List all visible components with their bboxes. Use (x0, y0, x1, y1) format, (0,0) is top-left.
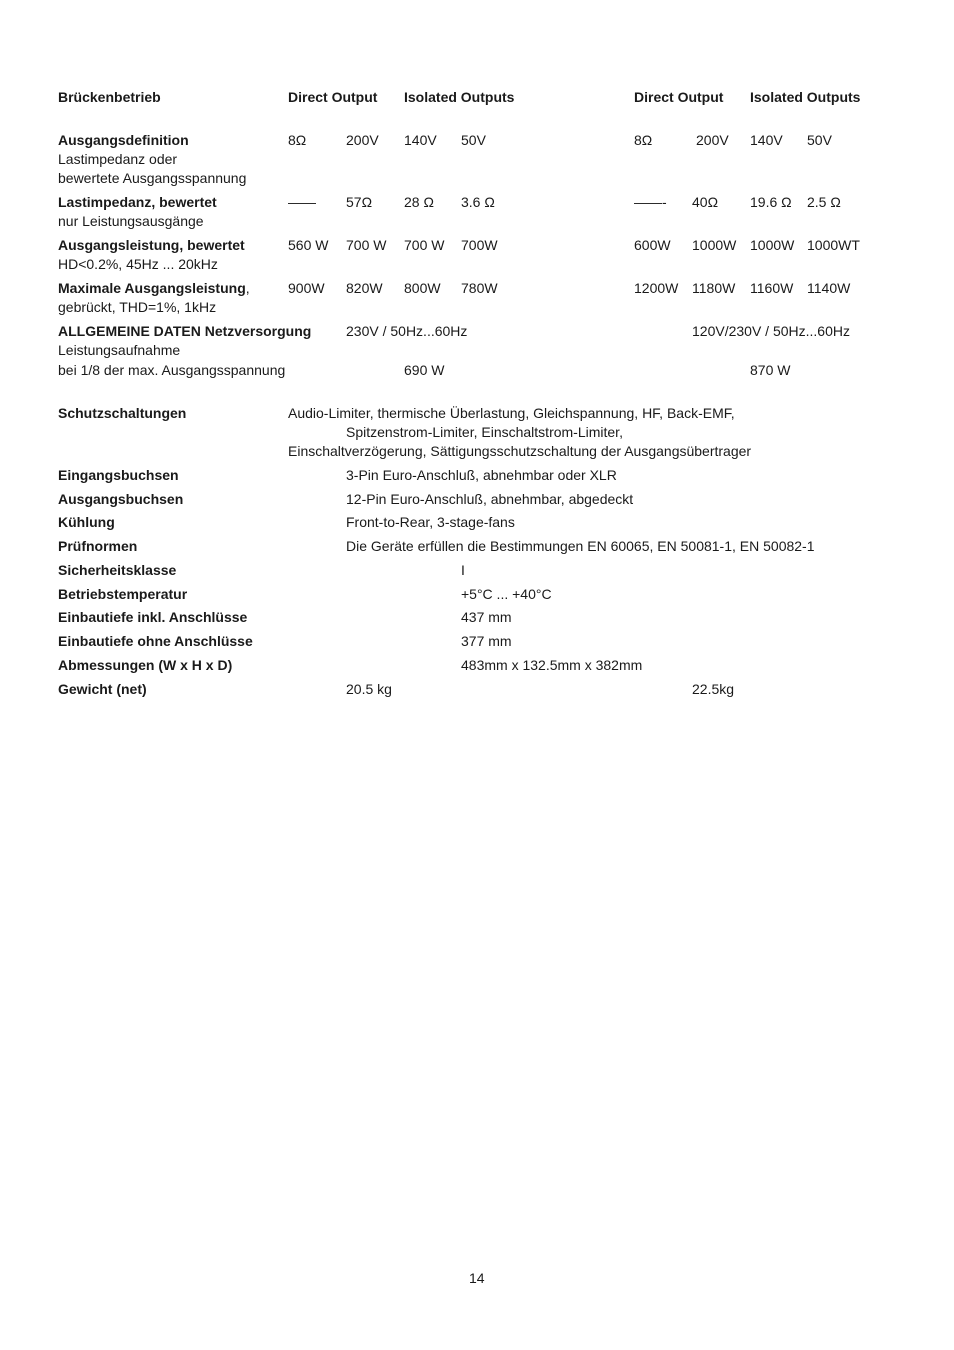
max-output-power-title: Maximale Ausgangsleistung (58, 280, 246, 296)
output-power-value: 700 W (404, 237, 445, 253)
max-output-power-sub: gebrückt, THD=1%, 1kHz (58, 299, 217, 315)
general-data-title: ALLGEMEINE DATEN Netzversorgung (58, 323, 312, 339)
mains-supply-value-2: 120V/230V / 50Hz...60Hz (692, 323, 850, 339)
output-definition-sub1: Lastimpedanz oder (58, 151, 178, 167)
max-output-power-value: 800W (404, 280, 441, 296)
spec-label: Einbautiefe ohne Anschlüsse (58, 633, 253, 649)
output-definition-value: 50V (461, 132, 486, 148)
output-definition-value: 140V (750, 132, 783, 148)
page-number: 14 (469, 1270, 485, 1286)
spec-label: Sicherheitsklasse (58, 562, 177, 578)
max-output-power-comma: , (245, 280, 250, 296)
output-definition-value: 140V (404, 132, 437, 148)
output-definition-value: 200V (696, 132, 729, 148)
output-definition-value: 8Ω (288, 132, 307, 148)
output-definition-title: Ausgangsdefinition (58, 132, 189, 148)
output-power-value: 700W (461, 237, 498, 253)
spec-label: Einbautiefe inkl. Anschlüsse (58, 609, 248, 625)
load-impedance-value: —— (288, 194, 316, 210)
spec-label: Betriebstemperatur (58, 586, 188, 602)
load-impedance-value: 3.6 Ω (461, 194, 495, 210)
output-power-value: 700 W (346, 237, 387, 253)
max-output-power-value: 820W (346, 280, 383, 296)
load-impedance-sub: nur Leistungsausgänge (58, 213, 204, 229)
spec-label: Ausgangsbuchsen (58, 491, 184, 507)
spec-value: 483mm x 132.5mm x 382mm (461, 657, 643, 673)
weight-value-2: 22.5kg (692, 681, 735, 697)
weight-label: Gewicht (net) (58, 681, 147, 697)
power-consumption-value-1: 690 W (404, 362, 445, 378)
bridge-mode-label: Brückenbetrieb (58, 89, 161, 105)
spec-value: 377 mm (461, 633, 512, 649)
protection-circuits-line2: Spitzenstrom-Limiter, Einschaltstrom-Limiter, (346, 424, 623, 440)
max-output-power-title-wrap (58, 280, 250, 296)
spec-label: Kühlung (58, 514, 115, 530)
load-impedance-value: 28 Ω (404, 194, 434, 210)
col-header-direct-output-1: Direct Output (288, 89, 378, 105)
weight-value-1: 20.5 kg (346, 681, 392, 697)
load-impedance-value: 40Ω (692, 194, 719, 210)
spec-label: Abmessungen (W x H x D) (58, 657, 233, 673)
output-power-sub: HD<0.2%, 45Hz ... 20kHz (58, 256, 218, 272)
spec-value: Die Geräte erfüllen die Bestimmungen EN 60065, EN 50081-1, EN 50082-1 (346, 538, 815, 554)
output-power-value: 560 W (288, 237, 329, 253)
spec-value: +5°C ... +40°C (461, 586, 552, 602)
spec-value: 3-Pin Euro-Anschluß, abnehmbar oder XLR (346, 467, 617, 483)
output-power-title: Ausgangsleistung, bewertet (58, 237, 245, 253)
output-definition-sub2: bewertete Ausgangsspannung (58, 170, 247, 186)
spec-value: Front-to-Rear, 3-stage-fans (346, 514, 515, 530)
max-output-power-value: 1140W (807, 280, 851, 296)
col-header-direct-output-2: Direct Output (634, 89, 724, 105)
protection-circuits-line1: Audio-Limiter, thermische Überlastung, Gleichspannung, HF, Back-EMF, (288, 405, 735, 421)
spec-label: Eingangsbuchsen (58, 467, 179, 483)
max-output-power-value: 1180W (692, 280, 736, 296)
max-output-power-value: 780W (461, 280, 498, 296)
load-impedance-value: 19.6 Ω (750, 194, 792, 210)
power-consumption-condition: bei 1/8 der max. Ausgangsspannung (58, 362, 286, 378)
load-impedance-value: 2.5 Ω (807, 194, 841, 210)
max-output-power-value: 1200W (634, 280, 679, 296)
output-definition-value: 200V (346, 132, 379, 148)
output-definition-value: 50V (807, 132, 832, 148)
spec-value: 12-Pin Euro-Anschluß, abnehmbar, abgedeckt (346, 491, 634, 507)
output-power-value: 1000WT (807, 237, 860, 253)
output-power-value: 1000W (750, 237, 795, 253)
output-power-value: 1000W (692, 237, 737, 253)
col-header-isolated-outputs-2: Isolated Outputs (750, 89, 861, 105)
spec-value: 437 mm (461, 609, 512, 625)
max-output-power-value: 900W (288, 280, 325, 296)
spec-label: Prüfnormen (58, 538, 138, 554)
output-definition-value: 8Ω (634, 132, 653, 148)
load-impedance-value: ——- (634, 194, 667, 210)
protection-circuits-line3: Einschaltverzögerung, Sättigungsschutzschaltung der Ausgangsübertrager (288, 443, 752, 459)
load-impedance-value: 57Ω (346, 194, 373, 210)
power-consumption-value-2: 870 W (750, 362, 791, 378)
mains-supply-value-1: 230V / 50Hz...60Hz (346, 323, 468, 339)
output-power-value: 600W (634, 237, 671, 253)
spec-value: I (461, 562, 465, 578)
power-consumption-label: Leistungsaufnahme (58, 342, 181, 358)
max-output-power-value: 1160W (750, 280, 794, 296)
load-impedance-title: Lastimpedanz, bewertet (58, 194, 217, 210)
protection-circuits-label: Schutzschaltungen (58, 405, 187, 421)
col-header-isolated-outputs-1: Isolated Outputs (404, 89, 515, 105)
